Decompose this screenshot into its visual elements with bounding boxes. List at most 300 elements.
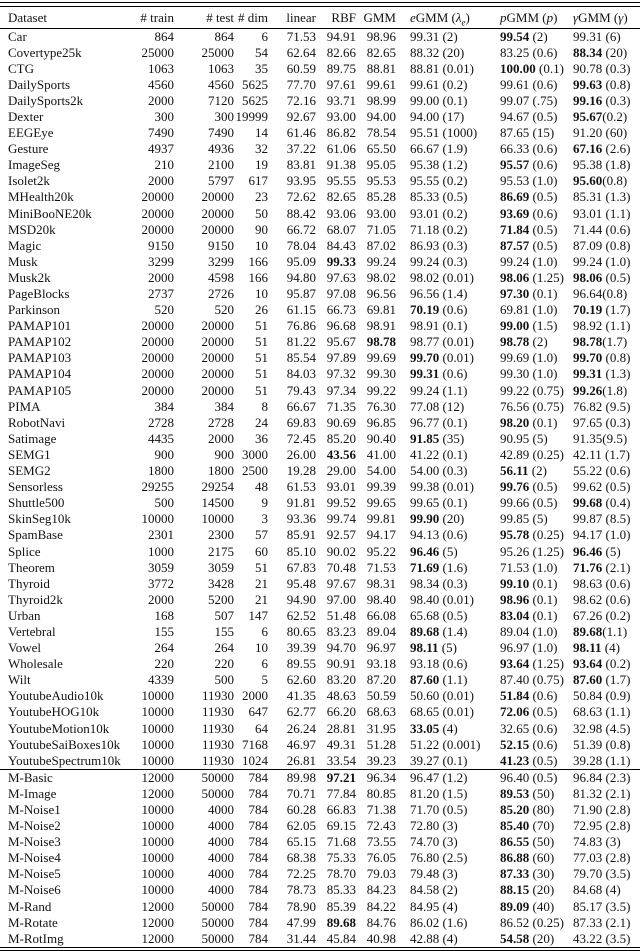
cell-dim: 2000 xyxy=(242,688,268,704)
cell-test: 11930 xyxy=(201,736,234,752)
cell-dim: 90 xyxy=(255,221,268,237)
cell-test: 50000 xyxy=(201,930,234,946)
cell-ggmm: 55.22 (0.6) xyxy=(573,463,631,479)
table-row xyxy=(0,399,640,415)
table-row xyxy=(0,189,640,205)
cell-pgmm: 51.84 (0.6) xyxy=(500,688,558,704)
cell-dim: 23 xyxy=(255,189,268,205)
cell-rbf: 89.68 xyxy=(326,914,356,930)
col-header-gmm: GMM xyxy=(356,7,396,29)
cell-rbf: 97.34 xyxy=(326,382,356,398)
cell-dataset: PAMAP101 xyxy=(8,318,72,334)
col-header-train: # train xyxy=(122,7,174,29)
table-row xyxy=(0,560,640,576)
cell-gmm: 95.53 xyxy=(366,173,396,189)
cell-test: 4000 xyxy=(208,850,234,866)
cell-ggmm: 50.84 (0.9) xyxy=(573,688,631,704)
cell-gmm: 94.17 xyxy=(366,527,396,543)
col-header-dataset: Dataset xyxy=(0,7,122,29)
cell-dataset: Covertype25k xyxy=(8,44,82,60)
cell-linear: 61.53 xyxy=(286,479,316,495)
cell-rbf: 85.33 xyxy=(326,882,356,898)
cell-gmm: 90.40 xyxy=(366,430,396,446)
cell-pgmm: 86.55 (50) xyxy=(500,834,555,850)
cell-dim: 6 xyxy=(261,623,268,639)
cell-dim: 784 xyxy=(248,898,268,914)
cell-test: 1063 xyxy=(208,60,234,76)
cell-dataset: YoutubeSpectrum10k xyxy=(8,752,121,768)
cell-ggmm: 99.68 (0.4) xyxy=(573,495,631,511)
results-table xyxy=(0,7,640,947)
cell-train: 10000 xyxy=(141,511,174,527)
cell-egmm: 70.19 (0.6) xyxy=(410,302,468,318)
cell-test: 50000 xyxy=(201,898,234,914)
cell-dataset: RobotNavi xyxy=(8,414,66,430)
cell-pgmm: 86.52 (0.25) xyxy=(500,914,564,930)
cell-pgmm: 100.00 (0.1) xyxy=(500,60,564,76)
cell-train: 12000 xyxy=(141,898,174,914)
cell-pgmm: 99.61 (0.6) xyxy=(500,76,558,92)
cell-dataset: Splice xyxy=(8,543,41,559)
cell-gmm: 76.05 xyxy=(366,850,396,866)
cell-ggmm: 99.63 (0.8) xyxy=(573,76,631,92)
cell-pgmm: 89.09 (40) xyxy=(500,898,555,914)
table-row xyxy=(0,576,640,592)
cell-egmm: 99.38 (0.01) xyxy=(410,479,474,495)
cell-linear: 71.53 xyxy=(286,28,316,44)
cell-rbf: 83.23 xyxy=(326,623,356,639)
cell-gmm: 85.28 xyxy=(366,189,396,205)
cell-pgmm: 98.06 (1.25) xyxy=(500,269,564,285)
cell-dim: 51 xyxy=(255,559,268,575)
cell-linear: 68.38 xyxy=(286,850,316,866)
cell-train: 12000 xyxy=(141,930,174,946)
cell-gmm: 87.02 xyxy=(366,237,396,253)
cell-pgmm: 99.24 (1.0) xyxy=(500,253,558,269)
cell-test: 4000 xyxy=(208,882,234,898)
cell-rbf: 77.84 xyxy=(326,785,356,801)
cell-linear: 95.48 xyxy=(286,575,316,591)
cell-train: 20000 xyxy=(141,221,174,237)
cell-egmm: 65.68 (0.5) xyxy=(410,607,468,623)
cell-egmm: 84.58 (2) xyxy=(410,882,458,898)
table-row xyxy=(0,463,640,479)
cell-dim: 5625 xyxy=(242,92,268,108)
cell-rbf: 89.75 xyxy=(326,60,356,76)
cell-dataset: Sensorless xyxy=(8,479,63,495)
cell-test: 7120 xyxy=(208,92,234,108)
cell-dim: 784 xyxy=(248,914,268,930)
cell-ggmm: 99.31 (6) xyxy=(573,28,621,44)
cell-train: 210 xyxy=(154,157,174,173)
cell-ggmm: 97.65 (0.3) xyxy=(573,414,631,430)
cell-train: 20000 xyxy=(141,189,174,205)
cell-test: 155 xyxy=(214,623,234,639)
cell-test: 11930 xyxy=(201,720,234,736)
col-header-linear: linear xyxy=(268,7,316,29)
cell-dataset: Parkinson xyxy=(8,302,60,318)
cell-dim: 57 xyxy=(255,527,268,543)
table-row xyxy=(0,704,640,720)
cell-dataset: Satimage xyxy=(8,430,57,446)
cell-test: 11930 xyxy=(201,704,234,720)
cell-gmm: 41.00 xyxy=(366,446,396,462)
cell-ggmm: 79.70 (3.5) xyxy=(573,866,631,882)
cell-dataset: M-Noise3 xyxy=(8,834,61,850)
table-row xyxy=(0,28,640,45)
cell-egmm: 99.24 (1.1) xyxy=(410,382,468,398)
cell-train: 12000 xyxy=(141,914,174,930)
cell-pgmm: 42.89 (0.25) xyxy=(500,446,564,462)
table-row xyxy=(0,544,640,560)
cell-dataset: Wholesale xyxy=(8,656,63,672)
cell-linear: 83.81 xyxy=(286,157,316,173)
cell-egmm: 99.24 (0.3) xyxy=(410,253,468,269)
cell-dim: 35 xyxy=(255,60,268,76)
cell-dim: 21 xyxy=(255,591,268,607)
cell-pgmm: 95.78 (0.25) xyxy=(500,527,564,543)
cell-pgmm: 94.67 (0.5) xyxy=(500,108,558,124)
cell-dim: 32 xyxy=(255,141,268,157)
table-row xyxy=(0,511,640,527)
cell-dim: 3 xyxy=(261,511,268,527)
cell-pgmm: 87.57 (0.5) xyxy=(500,237,558,253)
cell-pgmm: 99.07 (.75) xyxy=(500,92,558,108)
cell-test: 25000 xyxy=(201,44,234,60)
cell-linear: 66.72 xyxy=(286,221,316,237)
cell-train: 220 xyxy=(154,656,174,672)
cell-test: 14500 xyxy=(201,495,234,511)
cell-train: 264 xyxy=(154,640,174,656)
cell-rbf: 45.84 xyxy=(326,930,356,946)
table-body xyxy=(0,28,640,947)
cell-test: 4598 xyxy=(208,269,234,285)
cell-test: 2000 xyxy=(208,430,234,446)
cell-test: 5797 xyxy=(208,173,234,189)
cell-egmm: 95.38 (1.2) xyxy=(410,157,468,173)
cell-train: 20000 xyxy=(141,318,174,334)
cell-dim: 617 xyxy=(248,173,268,189)
table-row xyxy=(0,672,640,688)
cell-egmm: 98.77 (0.01) xyxy=(410,334,474,350)
cell-dim: 26 xyxy=(255,302,268,318)
cell-dataset: M-Basic xyxy=(0,769,122,786)
cell-dataset: Shuttle500 xyxy=(8,495,65,511)
cell-dataset: Wilt xyxy=(8,672,31,688)
table-row xyxy=(0,238,640,254)
table-row xyxy=(0,527,640,543)
cell-gmm: 98.91 xyxy=(366,318,396,334)
cell-dataset: PIMA xyxy=(8,398,41,414)
cell-train: 20000 xyxy=(141,350,174,366)
cell-pgmm: 98.20 (0.1) xyxy=(500,414,558,430)
cell-train: 2000 xyxy=(148,92,174,108)
cell-ggmm: 81.32 (2.1) xyxy=(573,785,631,801)
cell-pgmm: 32.65 (0.6) xyxy=(500,720,558,736)
cell-dim: 784 xyxy=(248,802,268,817)
cell-ggmm: 76.82 (9.5) xyxy=(573,398,631,414)
cell-train: 20000 xyxy=(141,382,174,398)
cell-rbf: 97.63 xyxy=(326,269,356,285)
cell-gmm: 98.02 xyxy=(366,269,396,285)
col-header-dim: # dim xyxy=(234,7,268,29)
table-row xyxy=(0,592,640,608)
cell-test: 3299 xyxy=(208,253,234,269)
cell-linear: 92.67 xyxy=(286,108,316,124)
cell-train: 10000 xyxy=(141,818,174,834)
cell-test: 11930 xyxy=(201,752,234,768)
cell-test: 20000 xyxy=(201,366,234,382)
table-row xyxy=(0,915,640,931)
cell-ggmm: 32.98 (4.5) xyxy=(573,720,631,736)
cell-rbf: 93.06 xyxy=(326,205,356,221)
cell-dataset: Thyroid xyxy=(8,575,50,591)
cell-gmm: 99.22 xyxy=(366,382,396,398)
cell-pgmm: 71.53 (1.0) xyxy=(500,559,558,575)
cell-rbf: 86.82 xyxy=(326,125,356,141)
cell-egmm: 88.32 (20) xyxy=(410,44,465,60)
cell-rbf: 29.00 xyxy=(326,463,356,479)
cell-dim: 10 xyxy=(255,237,268,253)
cell-ggmm: 39.28 (1.1) xyxy=(573,752,631,768)
cell-egmm: 96.47 (1.2) xyxy=(396,769,492,786)
cell-pgmm: 76.56 (0.75) xyxy=(500,398,564,414)
cell-pgmm: 89.04 (1.0) xyxy=(500,623,558,639)
cell-gmm: 79.03 xyxy=(366,866,396,882)
cell-dataset: SpamBase xyxy=(8,527,63,543)
cell-rbf: 97.61 xyxy=(326,76,356,92)
cell-gmm: 93.00 xyxy=(366,205,396,221)
cell-pgmm: 90.95 (5) xyxy=(500,430,548,446)
cell-dim: 21 xyxy=(255,575,268,591)
cell-linear: 93.95 xyxy=(286,173,316,189)
cell-gmm: 88.81 xyxy=(366,60,396,76)
cell-ggmm: 43.22 (3.5) xyxy=(573,930,631,946)
cell-rbf: 97.32 xyxy=(326,366,356,382)
cell-gmm: 71.38 xyxy=(366,802,396,817)
cell-dataset: M-Rand xyxy=(8,898,52,914)
cell-egmm: 79.48 (3) xyxy=(410,866,458,882)
cell-train: 4339 xyxy=(148,672,174,688)
cell-egmm: 98.40 (0.01) xyxy=(410,591,474,607)
cell-dim: 24 xyxy=(255,414,268,430)
cell-rbf: 90.91 xyxy=(326,656,356,672)
cell-train: 4560 xyxy=(148,76,174,92)
table-row xyxy=(0,334,640,350)
cell-dim: 6 xyxy=(261,28,268,44)
cell-train: 2728 xyxy=(148,414,174,430)
cell-train: 10000 xyxy=(141,752,174,768)
cell-dataset: Vowel xyxy=(8,640,41,656)
table-row xyxy=(0,141,640,157)
cell-train: 12000 xyxy=(141,785,174,801)
cell-gmm: 98.78 xyxy=(366,334,396,350)
cell-rbf: 49.31 xyxy=(326,736,356,752)
cell-ggmm: 99.31 (1.3) xyxy=(573,366,631,382)
cell-egmm: 84.95 (4) xyxy=(410,898,458,914)
cell-gmm: 54.00 xyxy=(366,463,396,479)
cell-rbf: 90.02 xyxy=(326,543,356,559)
cell-test: 50000 xyxy=(201,785,234,801)
cell-ggmm: 98.11 (4) xyxy=(573,640,620,656)
cell-train: 2000 xyxy=(148,269,174,285)
cell-egmm: 42.88 (4) xyxy=(410,930,458,946)
cell-ggmm: 93.01 (1.1) xyxy=(573,205,631,221)
cell-egmm: 93.01 (0.2) xyxy=(410,205,468,221)
cell-ggmm: 77.03 (2.8) xyxy=(573,850,631,866)
cell-gmm: 51.28 xyxy=(366,736,396,752)
cell-linear: 39.39 xyxy=(286,640,316,656)
cell-pgmm: 83.25 (0.6) xyxy=(500,44,558,60)
cell-train: 864 xyxy=(154,28,174,44)
cell-train: 2737 xyxy=(148,286,174,301)
cell-pgmm: 86.69 (0.5) xyxy=(500,189,558,205)
cell-test: 384 xyxy=(214,398,234,414)
cell-ggmm: 96.64(0.8) xyxy=(573,286,628,301)
cell-ggmm: 95.60(0.8) xyxy=(573,173,628,189)
cell-test: 20000 xyxy=(201,334,234,350)
cell-dataset: MSD20k xyxy=(8,221,56,237)
cell-pgmm: 98.78 (2) xyxy=(500,334,548,350)
cell-egmm: 99.31 (0.6) xyxy=(410,366,468,382)
cell-pgmm: 88.15 (20) xyxy=(500,882,555,898)
cell-ggmm: 98.63 (0.6) xyxy=(573,575,631,591)
cell-linear: 95.87 xyxy=(286,286,316,301)
cell-train: 3059 xyxy=(148,559,174,575)
col-header-pgmm: pGMM (p) xyxy=(492,7,568,29)
cell-gmm: 40.98 xyxy=(366,930,396,946)
cell-pgmm: 99.30 (1.0) xyxy=(500,366,558,382)
cell-train: 1000 xyxy=(148,543,174,559)
cell-dim: 51 xyxy=(255,334,268,350)
cell-train: 300 xyxy=(154,108,174,124)
cell-egmm: 89.68 (1.4) xyxy=(410,623,468,639)
table-row xyxy=(0,61,640,77)
cell-dim: 50 xyxy=(255,205,268,221)
cell-egmm: 94.00 (17) xyxy=(410,108,465,124)
cell-pgmm: 95.53 (1.0) xyxy=(500,173,558,189)
cell-rbf: 91.38 xyxy=(326,157,356,173)
cell-egmm: 33.05 (4) xyxy=(410,720,458,736)
cell-egmm: 91.85 (35) xyxy=(410,430,465,446)
cell-train: 4937 xyxy=(148,141,174,157)
table-row xyxy=(0,173,640,189)
cell-train: 10000 xyxy=(141,834,174,850)
cell-gmm: 99.69 xyxy=(366,350,396,366)
cell-linear: 94.80 xyxy=(286,269,316,285)
cell-dim: 48 xyxy=(255,479,268,495)
cell-dataset: Thyroid2k xyxy=(8,591,63,607)
cell-train: 29255 xyxy=(141,479,174,495)
cell-ggmm: 99.87 (8.5) xyxy=(573,511,631,527)
cell-linear: 89.55 xyxy=(286,656,316,672)
cell-rbf: 97.21 xyxy=(316,769,356,786)
table-row xyxy=(0,931,640,947)
cell-rbf: 82.65 xyxy=(326,189,356,205)
header-row xyxy=(0,7,640,29)
table-row xyxy=(0,415,640,431)
cell-test: 500 xyxy=(214,672,234,688)
cell-train: 500 xyxy=(154,495,174,511)
cell-train: 520 xyxy=(154,302,174,318)
cell-egmm: 98.34 (0.3) xyxy=(410,575,468,591)
cell-dim: 5 xyxy=(261,672,268,688)
cell-gmm: 99.24 xyxy=(366,253,396,269)
cell-gmm: 98.96 xyxy=(366,28,396,44)
cell-pgmm: 95.57 (0.6) xyxy=(500,157,558,173)
cell-gmm: 71.05 xyxy=(366,221,396,237)
cell-gmm: 96.56 xyxy=(366,286,396,301)
cell-rbf: 97.00 xyxy=(326,591,356,607)
cell-linear: 94.90 xyxy=(286,591,316,607)
cell-dataset: M-Noise2 xyxy=(8,818,61,834)
cell-egmm: 81.20 (1.5) xyxy=(410,785,468,801)
cell-dim: 166 xyxy=(248,269,268,285)
cell-linear: 69.83 xyxy=(286,414,316,430)
cell-linear: 60.59 xyxy=(286,60,316,76)
table-row xyxy=(0,206,640,222)
cell-linear: 80.65 xyxy=(286,623,316,639)
cell-rbf: 93.00 xyxy=(326,108,356,124)
table-row xyxy=(0,624,640,640)
cell-linear: 37.22 xyxy=(286,141,316,157)
cell-dataset: Musk2k xyxy=(8,269,51,285)
cell-dim: 6 xyxy=(261,656,268,672)
cell-dataset: M-RotImg xyxy=(8,930,64,946)
col-header-ggmm: γGMM (γ) xyxy=(568,7,640,29)
cell-ggmm: 95.67(0.2) xyxy=(573,108,628,124)
cell-linear: 26.00 xyxy=(286,446,316,462)
cell-rbf: 96.68 xyxy=(326,318,356,334)
cell-rbf: 85.20 xyxy=(326,430,356,446)
cell-dim: 8 xyxy=(261,398,268,414)
cell-egmm: 99.31 (2) xyxy=(410,28,458,44)
cell-gmm: 94.00 xyxy=(366,108,396,124)
cell-dataset: CTG xyxy=(8,60,34,76)
cell-rbf: 43.56 xyxy=(326,446,356,462)
cell-test: 2300 xyxy=(208,527,234,543)
cell-dim: 9 xyxy=(261,495,268,511)
cell-dataset: YoutubeAudio10k xyxy=(8,688,104,704)
cell-linear: 84.03 xyxy=(286,366,316,382)
cell-gmm: 73.55 xyxy=(366,834,396,850)
cell-gmm: 50.59 xyxy=(366,688,396,704)
cell-test: 50000 xyxy=(174,769,234,786)
table-row xyxy=(0,318,640,334)
cell-gmm: 99.81 xyxy=(366,511,396,527)
cell-dim: 36 xyxy=(255,430,268,446)
table-row xyxy=(0,270,640,286)
cell-ggmm: 89.68(1.1) xyxy=(573,623,628,639)
cell-dataset: PAMAP103 xyxy=(8,350,72,366)
cell-dim: 14 xyxy=(255,125,268,141)
cell-ggmm: 68.63 (1.1) xyxy=(573,704,631,720)
cell-linear: 70.71 xyxy=(286,785,316,801)
cell-ggmm: 98.06 (0.5) xyxy=(573,269,631,285)
cell-linear: 78.90 xyxy=(286,898,316,914)
cell-dim: 54 xyxy=(255,44,268,60)
cell-rbf: 51.48 xyxy=(326,607,356,623)
cell-gmm: 98.99 xyxy=(366,92,396,108)
table-bottom-rule xyxy=(0,947,640,951)
cell-test: 10000 xyxy=(201,511,234,527)
cell-dim: 51 xyxy=(255,318,268,334)
cell-ggmm: 71.90 (2.8) xyxy=(573,802,631,817)
cell-dataset: Car xyxy=(8,28,27,44)
cell-ggmm: 98.92 (1.1) xyxy=(573,318,631,334)
cell-rbf: 68.07 xyxy=(326,221,356,237)
cell-gmm: 87.20 xyxy=(366,672,396,688)
